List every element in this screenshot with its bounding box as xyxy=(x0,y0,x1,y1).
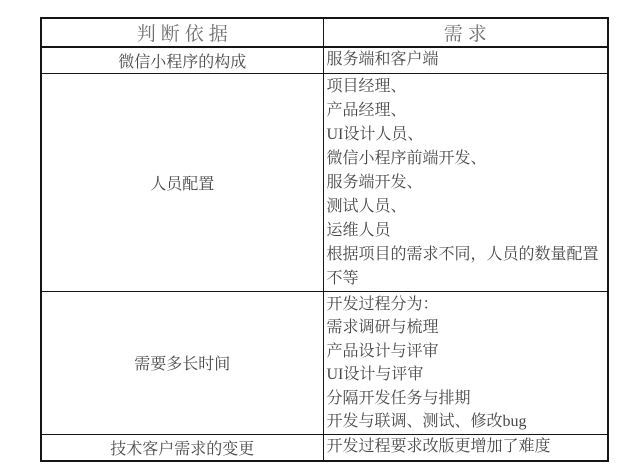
table-row xyxy=(41,434,608,461)
requirement-cell xyxy=(323,73,608,291)
requirement-line: 根据项目的需求不同，人员的数量配置不等 xyxy=(326,245,599,287)
requirement-line: 需求调研与梳理 xyxy=(326,319,439,336)
basis-cell: 微信小程序的构成 xyxy=(41,47,323,73)
requirement-line: UI设计人员、 xyxy=(326,125,424,143)
requirement-line: 开发与联调、测试、修改bug xyxy=(326,413,527,430)
requirement-cell: 开发过程要求改版更增加了难度 xyxy=(323,434,608,461)
requirement-cell: 服务端和客户端 xyxy=(323,47,608,73)
table-row xyxy=(41,47,608,73)
header-cell-requirement: 需求 xyxy=(323,18,608,47)
table-row xyxy=(41,73,608,291)
requirement-line: 分隔开发任务与排期 xyxy=(326,389,471,407)
requirement-line: 开发过程分为： xyxy=(326,295,439,313)
requirement-line: 项目经理、 xyxy=(326,77,407,95)
requirement-line: 测试人员、 xyxy=(326,197,407,215)
requirement-line: UI设计与评审 xyxy=(326,366,424,383)
requirement-line: 服务端开发、 xyxy=(326,173,423,191)
requirement-line: 运维人员 xyxy=(326,221,391,239)
requirement-line: 产品经理、 xyxy=(326,101,407,119)
requirement-line: 产品设计与评审 xyxy=(326,342,439,360)
requirement-line: 微信小程序前端开发、 xyxy=(326,149,487,167)
header-cell-basis: 判断依据 xyxy=(41,18,323,47)
table-header-row xyxy=(41,18,608,47)
basis-cell: 人员配置 xyxy=(41,73,323,291)
basis-cell: 需要多长时间 xyxy=(41,291,323,434)
requirement-cell xyxy=(323,291,608,434)
table-row xyxy=(41,291,608,434)
basis-cell: 技术客户需求的变更 xyxy=(41,434,323,461)
requirements-table xyxy=(40,17,609,462)
